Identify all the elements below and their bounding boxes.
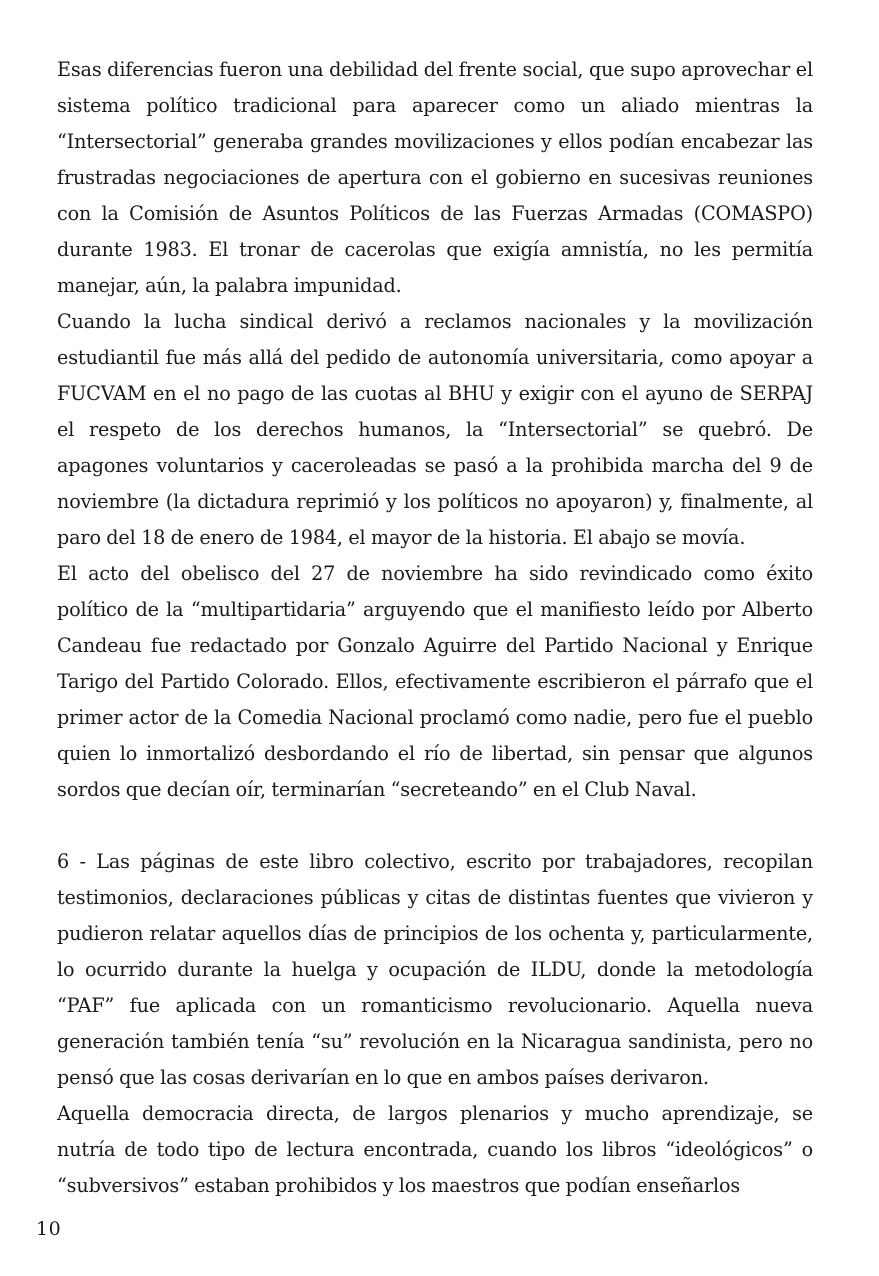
paragraph-1: Esas diferencias fueron una debilidad del frente social, que supo aprovechar el sistema político tradicional para aparecer como un aliado mientras la “Intersectorial” generaba grandes movilizaciones y ellos podían encabezar las frustradas negociaciones de apertura con el gobierno en sucesivas reuniones con la Comisión de Asuntos Políticos de las Fuerzas Armadas (COMASPO) durante 1983. El tronar de cacerolas que exigía amnistía, no les permitía manejar, aún, la palabra impunidad.: [57, 58, 813, 297]
section-gap: [57, 808, 813, 844]
paragraph-4: 6 - Las páginas de este libro colectivo, escrito por trabajadores, recopilan testimonios, declaraciones públicas y citas de distintas fuentes que vivieron y pudieron relatar aquellos días de principios de los ochenta y, particularmente, lo ocurrido durante la huelga y ocupación de ILDU, donde la metodología “PAF” fue aplicada con un romanticismo revolucionario. Aquella nueva generación también tenía “su” revolución en la Nicaragua sandinista, pero no pensó que las cosas derivarían en lo que en ambos países derivaron.: [57, 850, 813, 1089]
paragraph-5: Aquella democracia directa, de largos plenarios y mucho aprendizaje, se nutría de todo tipo de lectura encontrada, cuando los libros “ideológicos” o “subversivos” estaban prohibidos y los maestros que podían enseñarlos: [57, 1102, 813, 1197]
paragraph-3: El acto del obelisco del 27 de noviembre ha sido revindicado como éxito político de la “multipartidaria” arguyendo que el manifiesto leído por Alberto Candeau fue redactado por Gonzalo Aguirre del Partido Nacional y Enrique Tarigo del Partido Colorado. Ellos, efectivamente escribieron el párrafo que el primer actor de la Comedia Nacional proclamó como nadie, pero fue el pueblo quien lo inmortalizó desbordando el río de libertad, sin pensar que algunos sordos que decían oír, terminarían “secreteando” en el Club Naval.: [57, 562, 813, 801]
body-text: [57, 52, 813, 1204]
paragraph-2: Cuando la lucha sindical derivó a reclamos nacionales y la movilización estudiantil fue más allá del pedido de autonomía universitaria, como apoyar a FUCVAM en el no pago de las cuotas al BHU y exigir con el ayuno de SERPAJ el respeto de los derechos humanos, la “Intersectorial” se quebró. De apagones voluntarios y caceroleadas se pasó a la prohibida marcha del 9 de noviembre (la dictadura reprimió y los políticos no apoyaron) y, finalmente, al paro del 18 de enero de 1984, el mayor de la historia. El abajo se movía.: [57, 310, 813, 549]
page-number: 10: [36, 1218, 62, 1240]
